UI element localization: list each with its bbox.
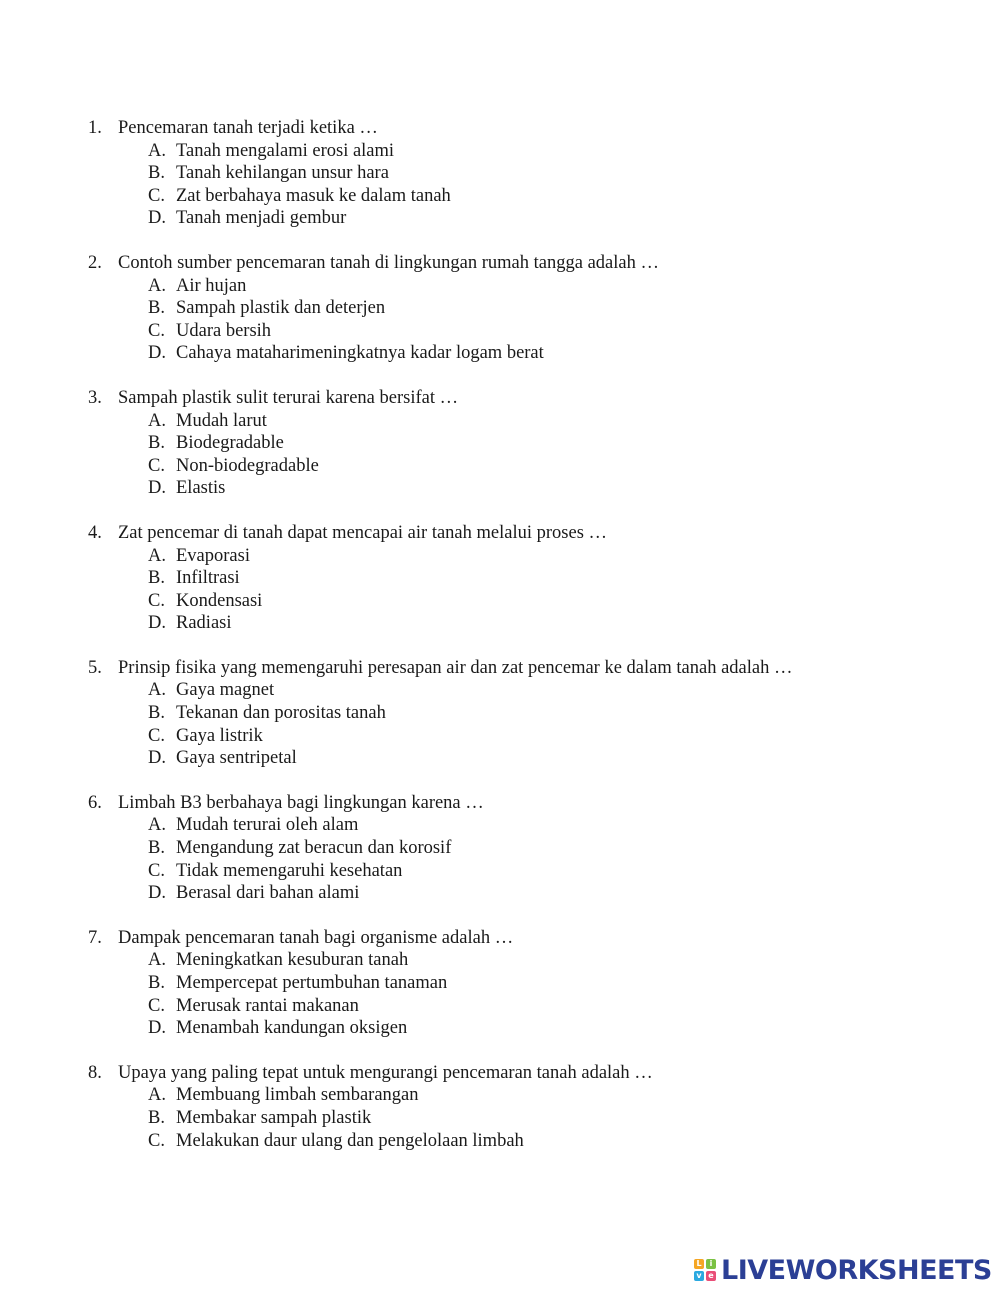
option-text: Non-biodegradable <box>176 455 319 476</box>
logo-tile-icon: L <box>694 1259 704 1269</box>
question-text: Dampak pencemaran tanah bagi organisme adalah … <box>118 927 514 948</box>
question-stem <box>88 252 968 275</box>
option-letter: B. <box>148 298 165 319</box>
option-letter: B. <box>148 1107 165 1128</box>
question-text: Upaya yang paling tepat untuk mengurangi pencemaran tanah adalah … <box>118 1062 653 1083</box>
logo-tile-icon: i <box>706 1259 716 1269</box>
option-text: Gaya sentripetal <box>176 748 297 769</box>
option-text: Elastis <box>176 478 226 499</box>
answer-option <box>148 725 968 748</box>
option-text: Kondensasi <box>176 590 263 611</box>
option-text: Tidak memengaruhi kesehatan <box>176 860 403 881</box>
answer-option <box>148 1130 968 1153</box>
liveworksheets-logo <box>694 1254 992 1286</box>
question-6 <box>88 792 968 905</box>
question-stem <box>88 927 968 950</box>
option-text: Tekanan dan porositas tanah <box>176 703 386 724</box>
logo-tile-icon: v <box>694 1271 704 1281</box>
option-text: Tanah mengalami erosi alami <box>176 140 395 161</box>
question-text: Pencemaran tanah terjadi ketika … <box>118 118 378 138</box>
answer-option <box>148 477 968 500</box>
answer-option <box>148 275 968 298</box>
option-text: Membakar sampah plastik <box>176 1107 372 1128</box>
answer-option <box>148 455 968 478</box>
question-4 <box>88 522 968 635</box>
question-number: 2. <box>88 252 102 273</box>
logo-tiles-icon <box>694 1259 716 1281</box>
answer-option <box>148 297 968 320</box>
option-letter: A. <box>148 680 166 701</box>
option-letter: A. <box>148 275 166 296</box>
question-text: Zat pencemar di tanah dapat mencapai air tanah melalui proses … <box>118 522 608 543</box>
option-text: Tanah menjadi gembur <box>176 208 347 229</box>
logo-tile-icon: e <box>706 1271 716 1281</box>
question-number: 1. <box>88 118 102 138</box>
question-text: Limbah B3 berbahaya bagi lingkungan karena … <box>118 792 484 813</box>
option-letter: D. <box>148 883 166 904</box>
question-text: Contoh sumber pencemaran tanah di lingkungan rumah tangga adalah … <box>118 252 659 273</box>
answer-option <box>148 702 968 725</box>
answer-option <box>148 140 968 163</box>
question-2 <box>88 252 968 365</box>
option-letter: C. <box>148 995 165 1016</box>
option-text: Melakukan daur ulang dan pengelolaan limbah <box>176 1130 524 1151</box>
option-text: Sampah plastik dan deterjen <box>176 298 386 319</box>
option-letter: D. <box>148 613 166 634</box>
question-stem <box>88 657 968 680</box>
question-1 <box>88 117 968 230</box>
question-stem <box>88 792 968 815</box>
option-letter: B. <box>148 568 165 589</box>
answer-option <box>148 949 968 972</box>
option-letter: B. <box>148 973 165 993</box>
answer-option <box>148 972 968 995</box>
question-number: 4. <box>88 522 102 543</box>
answer-option <box>148 410 968 433</box>
question-number: 8. <box>88 1062 102 1083</box>
option-list <box>88 545 968 635</box>
option-text: Zat berbahaya masuk ke dalam tanah <box>176 185 451 206</box>
question-8 <box>88 1062 968 1152</box>
option-text: Air hujan <box>176 275 247 296</box>
option-letter: B. <box>148 703 165 724</box>
answer-option <box>148 882 968 905</box>
option-text: Meningkatkan kesuburan tanah <box>176 950 409 971</box>
answer-option <box>148 1017 968 1040</box>
option-text: Mengandung zat beracun dan korosif <box>176 838 452 859</box>
option-text: Biodegradable <box>176 433 284 454</box>
option-letter: D. <box>148 748 166 769</box>
option-list <box>88 275 968 365</box>
answer-option <box>148 1107 968 1130</box>
option-list <box>88 410 968 500</box>
option-text: Membuang limbah sembarangan <box>176 1085 419 1106</box>
answer-option <box>148 567 968 590</box>
question-text: Prinsip fisika yang memengaruhi peresapan air dan zat pencemar ke dalam tanah adalah … <box>118 657 793 678</box>
option-letter: C. <box>148 185 165 206</box>
answer-option <box>148 837 968 860</box>
option-text: Infiltrasi <box>176 568 240 589</box>
answer-option <box>148 207 968 230</box>
option-text: Menambah kandungan oksigen <box>176 1018 408 1039</box>
option-letter: A. <box>148 1085 166 1106</box>
question-3 <box>88 387 968 500</box>
answer-option <box>148 814 968 837</box>
option-text: Mempercepat pertumbuhan tanaman <box>176 973 448 993</box>
option-text: Udara bersih <box>176 320 272 341</box>
answer-option <box>148 1084 968 1107</box>
question-stem <box>88 1062 968 1085</box>
option-letter: B. <box>148 433 165 454</box>
question-stem <box>88 117 968 140</box>
answer-option <box>148 679 968 702</box>
answer-option <box>148 320 968 343</box>
answer-option <box>148 432 968 455</box>
option-text: Mudah larut <box>176 410 267 431</box>
option-letter: C. <box>148 860 165 881</box>
option-letter: D. <box>148 1018 166 1039</box>
answer-option <box>148 162 968 185</box>
answer-option <box>148 995 968 1018</box>
answer-option <box>148 342 968 365</box>
question-7 <box>88 927 968 1040</box>
option-letter: D. <box>148 343 166 364</box>
answer-option <box>148 185 968 208</box>
question-list <box>88 117 968 1174</box>
option-list <box>88 679 968 769</box>
question-number: 6. <box>88 792 102 813</box>
question-stem <box>88 387 968 410</box>
option-letter: A. <box>148 815 166 836</box>
option-text: Gaya magnet <box>176 680 275 701</box>
option-letter: B. <box>148 163 165 184</box>
answer-option <box>148 545 968 568</box>
option-letter: B. <box>148 838 165 859</box>
option-text: Merusak rantai makanan <box>176 995 359 1016</box>
option-letter: A. <box>148 140 166 161</box>
option-letter: A. <box>148 950 166 971</box>
question-number: 5. <box>88 657 102 678</box>
option-letter: D. <box>148 478 166 499</box>
option-letter: D. <box>148 208 166 229</box>
option-text: Tanah kehilangan unsur hara <box>176 163 389 184</box>
option-letter: C. <box>148 1130 165 1151</box>
option-text: Evaporasi <box>176 545 250 566</box>
question-text: Sampah plastik sulit terurai karena bersifat … <box>118 387 459 408</box>
question-number: 3. <box>88 387 102 408</box>
answer-option <box>148 590 968 613</box>
option-letter: C. <box>148 590 165 611</box>
question-number: 7. <box>88 927 102 948</box>
question-5 <box>88 657 968 770</box>
option-letter: A. <box>148 545 166 566</box>
option-text: Radiasi <box>176 613 232 634</box>
option-text: Mudah terurai oleh alam <box>176 815 359 836</box>
answer-option <box>148 612 968 635</box>
option-list <box>88 949 968 1039</box>
option-text: Cahaya mataharimeningkatnya kadar logam berat <box>176 343 544 364</box>
option-letter: C. <box>148 725 165 746</box>
answer-option <box>148 860 968 883</box>
answer-option <box>148 747 968 770</box>
option-text: Berasal dari bahan alami <box>176 883 360 904</box>
option-letter: C. <box>148 455 165 476</box>
option-letter: C. <box>148 320 165 341</box>
option-list <box>88 1084 968 1152</box>
option-list <box>88 140 968 230</box>
logo-text: LIVEWORKSHEETS <box>721 1254 992 1286</box>
question-stem <box>88 522 968 545</box>
option-list <box>88 814 968 904</box>
option-letter: A. <box>148 410 166 431</box>
option-text: Gaya listrik <box>176 725 263 746</box>
